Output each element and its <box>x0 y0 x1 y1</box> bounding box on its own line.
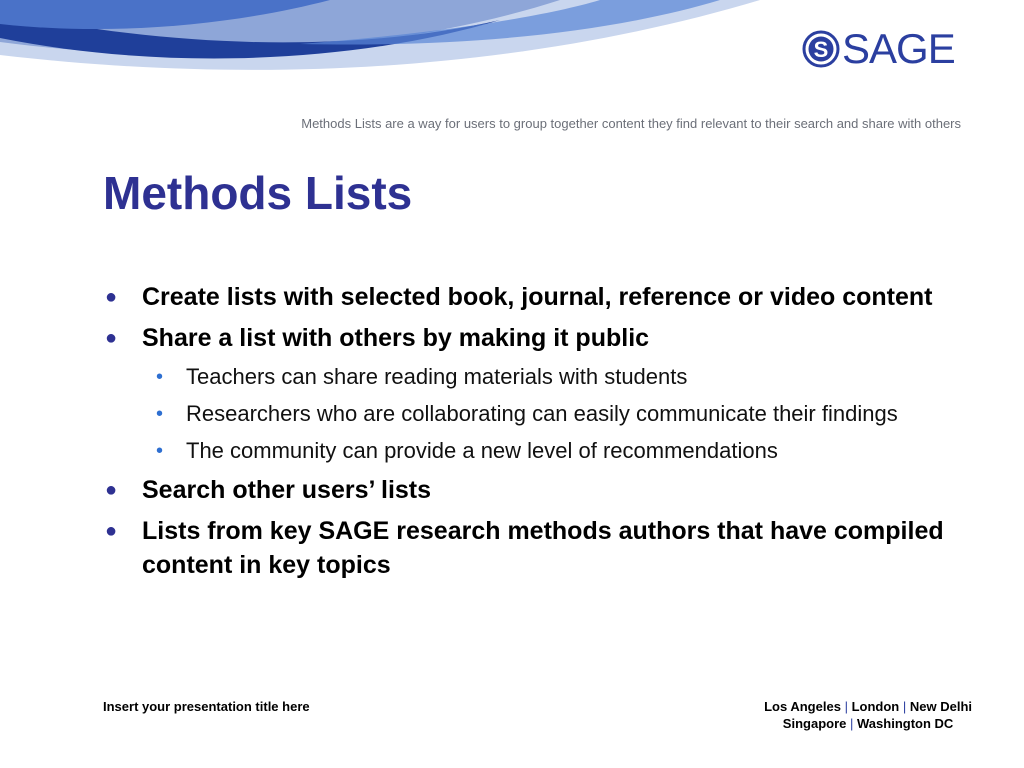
sub-bullet-item <box>103 362 963 392</box>
bullet-list <box>103 280 963 589</box>
bullet-dot-icon: ● <box>105 286 118 308</box>
slide-subtitle: Methods Lists are a way for users to group together content they find relevant to their search and share with others <box>301 116 961 131</box>
location-label: Singapore <box>782 716 847 731</box>
bullet-item <box>103 280 963 314</box>
sub-bullet-item <box>103 399 963 429</box>
bullet-text: Share a list with others by making it public <box>142 324 650 352</box>
sub-bullet-text: Teachers can share reading materials with students <box>186 364 688 389</box>
sub-bullet-item <box>103 436 963 466</box>
location-separator: | <box>850 716 854 731</box>
sub-bullet-dot-icon: • <box>156 440 164 462</box>
sub-bullet-dot-icon: • <box>156 366 164 388</box>
bullet-text: Create lists with selected book, journal, reference or video content <box>142 283 933 311</box>
sage-logo <box>802 24 968 74</box>
location-separator: | <box>844 699 848 714</box>
bullet-item <box>103 473 963 507</box>
footer-presentation-title: Insert your presentation title here <box>103 699 310 714</box>
location-label: Washington DC <box>857 716 954 731</box>
location-label: London <box>851 699 900 714</box>
sage-logo-text: SAGE <box>842 25 955 72</box>
bullet-dot-icon: ● <box>105 520 118 542</box>
sub-bullet-text: The community can provide a new level of recommendations <box>186 438 778 463</box>
footer-locations-line-1 <box>764 698 972 715</box>
sage-s-circle-icon <box>802 24 840 74</box>
location-separator: | <box>902 699 907 714</box>
sub-bullet-dot-icon: • <box>156 403 164 425</box>
footer-locations <box>764 698 972 732</box>
bullet-dot-icon: ● <box>105 479 118 501</box>
bullet-item <box>103 514 963 582</box>
svg-text:S: S <box>813 37 829 62</box>
bullet-item <box>103 321 963 355</box>
slide-title: Methods Lists <box>103 167 413 219</box>
bullet-text: Search other users’ lists <box>142 476 432 504</box>
sub-bullet-text: Researchers who are collaborating can easily communicate their findings <box>186 401 898 426</box>
bullet-dot-icon: ● <box>105 327 118 349</box>
location-label: Los Angeles <box>764 699 841 714</box>
footer-locations-line-2 <box>764 715 972 732</box>
location-label: New Delhi <box>909 699 972 714</box>
bullet-text: Lists from key SAGE research methods authors that have compiled content in key topics <box>142 517 944 579</box>
